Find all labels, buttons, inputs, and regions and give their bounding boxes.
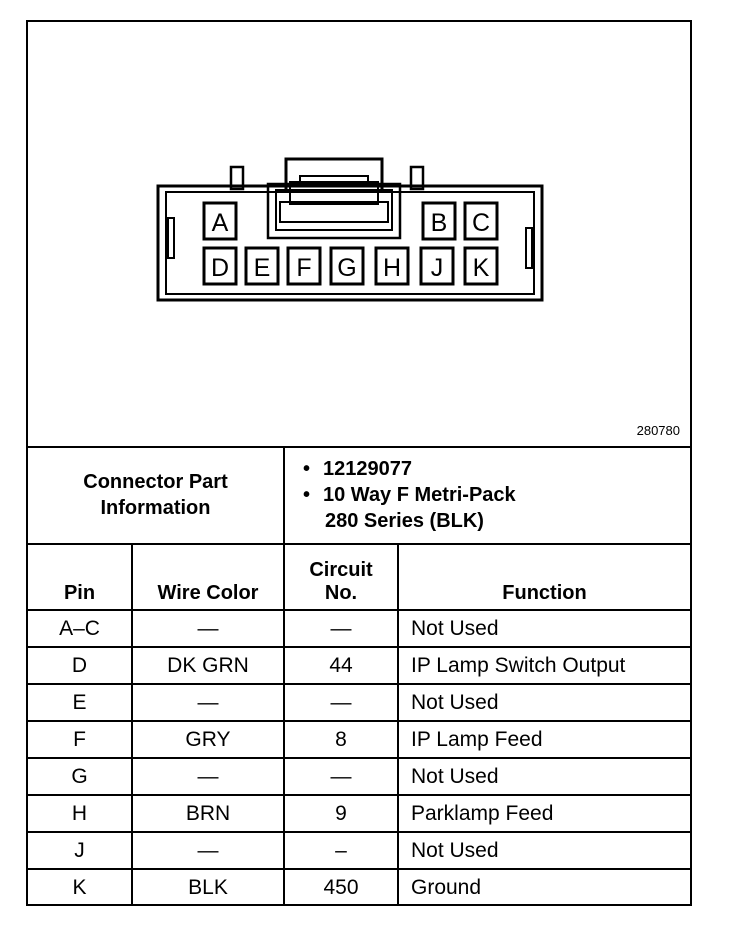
header-circuit-line2: No. — [324, 582, 358, 604]
part-number: 12129077 — [323, 457, 412, 480]
connector-diagram-frame — [26, 20, 692, 906]
circuit-cell: 9 — [284, 795, 398, 832]
circuit-cell: — — [284, 684, 398, 721]
part-info-label — [28, 446, 284, 544]
wire-color-cell: — — [132, 758, 284, 795]
table-header-row — [28, 544, 690, 610]
pin-label-j: J — [430, 254, 444, 282]
pin-label-e: E — [253, 254, 271, 282]
wire-color-cell: — — [132, 832, 284, 869]
function-cell: Not Used — [398, 610, 690, 647]
pin-cavities — [204, 203, 497, 284]
circuit-cell: — — [284, 758, 398, 795]
function-cell: Not Used — [398, 832, 690, 869]
wire-color-cell: BLK — [132, 869, 284, 905]
table-row — [28, 610, 690, 647]
part-series: 280 Series (BLK) — [325, 509, 484, 532]
bullet-icon: • — [303, 457, 311, 480]
circuit-cell: 44 — [284, 647, 398, 684]
part-info-list — [284, 446, 690, 544]
pin-label-k: K — [472, 254, 490, 282]
function-cell: IP Lamp Switch Output — [398, 647, 690, 684]
table-row — [28, 869, 690, 905]
circuit-cell: — — [284, 610, 398, 647]
pin-cell: E — [28, 684, 132, 721]
header-wire-color: Wire Color — [132, 544, 284, 610]
pin-label-b: B — [430, 209, 448, 237]
part-info-label-line2: Information — [100, 496, 211, 519]
part-info-label-line1: Connector Part — [83, 470, 228, 493]
function-cell: Parklamp Feed — [398, 795, 690, 832]
pin-cell: H — [28, 795, 132, 832]
pin-label-g: G — [337, 254, 357, 282]
header-circuit-line1: Circuit — [309, 559, 373, 581]
pin-label-f: F — [296, 254, 312, 282]
bullet-icon: • — [303, 483, 311, 506]
function-cell: Not Used — [398, 758, 690, 795]
function-cell: Not Used — [398, 684, 690, 721]
pin-cell: F — [28, 721, 132, 758]
pin-cell: K — [28, 869, 132, 905]
header-circuit — [284, 544, 398, 610]
function-cell: IP Lamp Feed — [398, 721, 690, 758]
part-type: 10 Way F Metri-Pack — [323, 483, 516, 506]
pin-cell: A–C — [28, 610, 132, 647]
table-row — [28, 721, 690, 758]
pin-cell: J — [28, 832, 132, 869]
connector-face-svg — [28, 22, 690, 446]
pinout-table — [28, 446, 690, 905]
pin-label-d: D — [210, 254, 230, 282]
table-row — [28, 684, 690, 721]
table-row — [28, 832, 690, 869]
pin-label-c: C — [471, 209, 491, 237]
header-function: Function — [398, 544, 690, 610]
header-pin: Pin — [28, 544, 132, 610]
pin-cell: D — [28, 647, 132, 684]
pin-label-a: A — [211, 209, 229, 237]
table-row — [28, 758, 690, 795]
circuit-cell: 450 — [284, 869, 398, 905]
circuit-cell: 8 — [284, 721, 398, 758]
function-cell: Ground — [398, 869, 690, 905]
wire-color-cell: BRN — [132, 795, 284, 832]
wire-color-cell: — — [132, 684, 284, 721]
wire-color-cell: — — [132, 610, 284, 647]
table-row — [28, 795, 690, 832]
figure-id: 280780 — [636, 423, 680, 438]
circuit-cell: – — [284, 832, 398, 869]
pin-cell: G — [28, 758, 132, 795]
wire-color-cell: DK GRN — [132, 647, 284, 684]
wire-color-cell: GRY — [132, 721, 284, 758]
connector-drawing — [28, 22, 690, 448]
table-row — [28, 647, 690, 684]
pin-label-h: H — [382, 254, 402, 282]
